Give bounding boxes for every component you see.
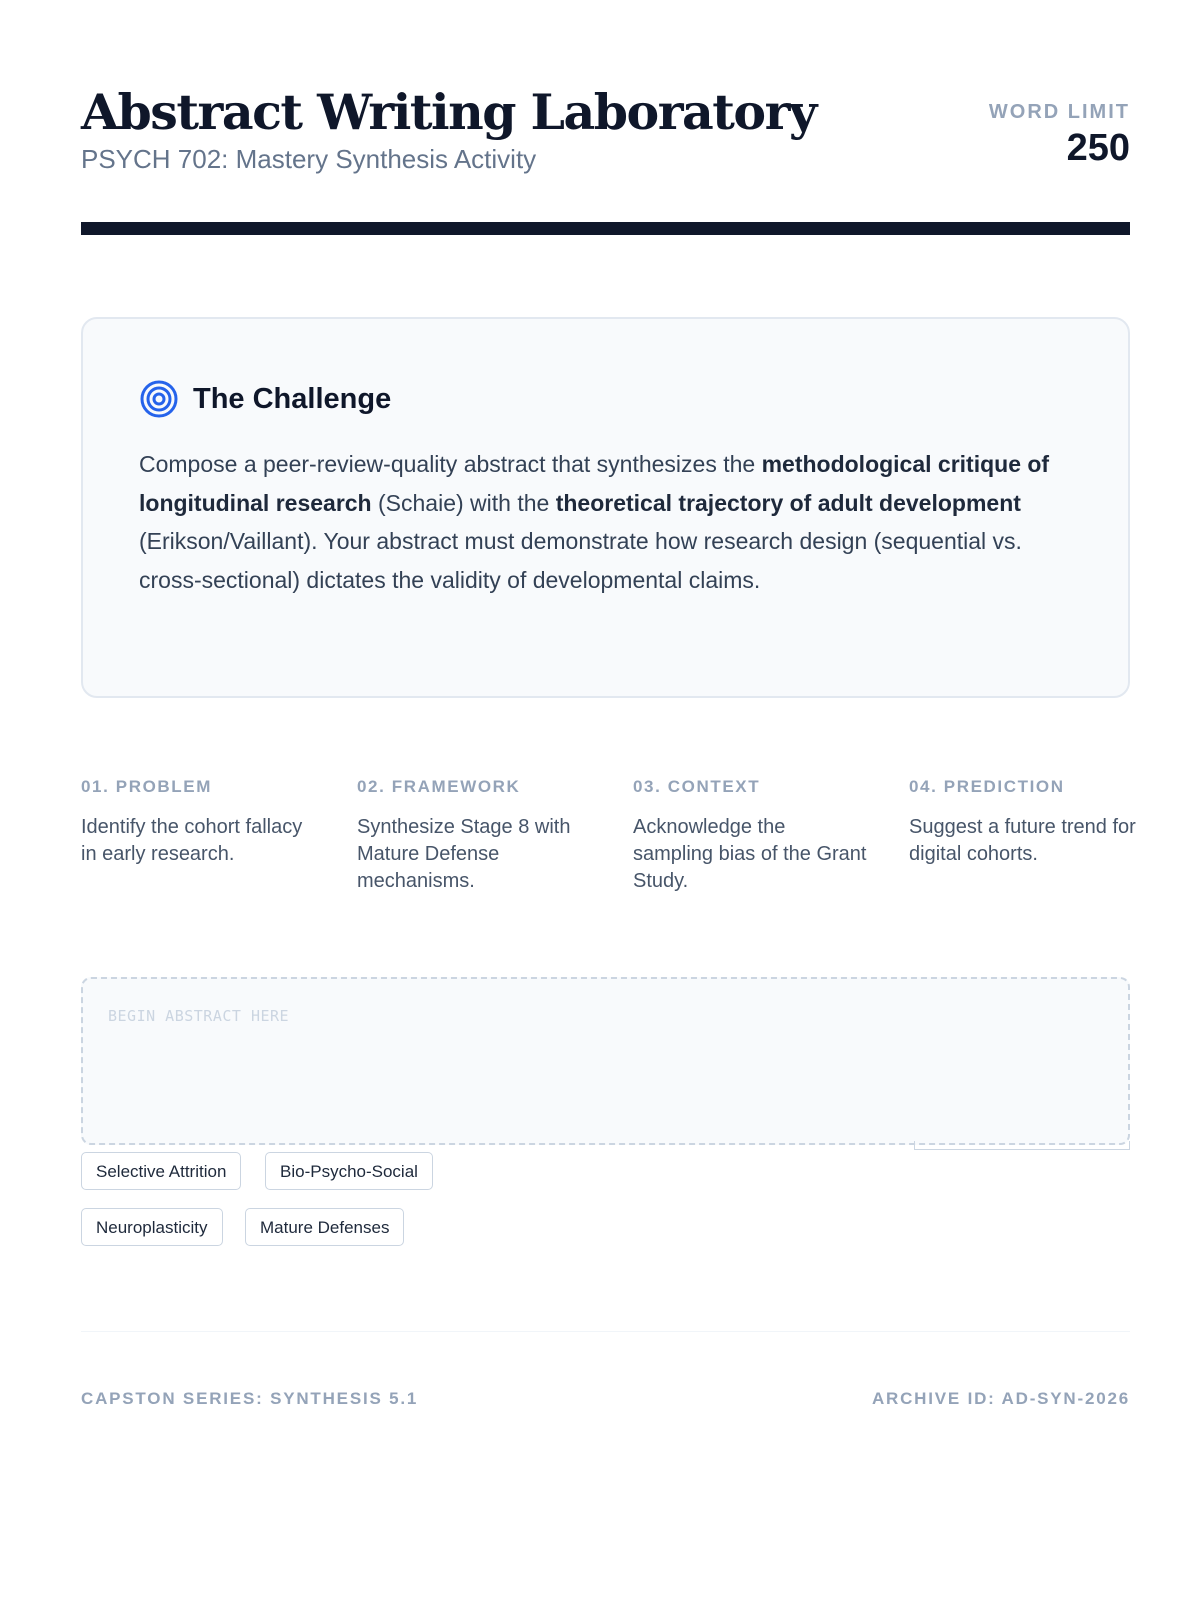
challenge-emphasis-2: theoretical trajectory of adult development xyxy=(555,489,1021,516)
page-title: Abstract Writing Laboratory xyxy=(81,83,816,141)
step-label: 04. PREDICTION xyxy=(909,777,1065,796)
page-header xyxy=(81,82,1130,182)
footer-divider xyxy=(81,1331,1130,1332)
series-label: CAPSTON SERIES: SYNTHESIS 5.1 xyxy=(81,1389,419,1408)
abstract-editor[interactable] xyxy=(81,977,1130,1145)
word-limit-value: 250 xyxy=(1066,127,1130,169)
step-label: 02. FRAMEWORK xyxy=(357,777,521,796)
step-context xyxy=(633,776,868,895)
step-text: Suggest a future trend for digital cohorts. xyxy=(909,816,1136,865)
steps-row xyxy=(81,776,1136,906)
step-text: Synthesize Stage 8 with Mature Defense mechanisms. xyxy=(357,816,571,892)
word-limit-label: WORD LIMIT xyxy=(988,101,1130,123)
page-subtitle: PSYCH 702: Mastery Synthesis Activity xyxy=(81,144,537,174)
challenge-text-1: Compose a peer-review-quality abstract that synthesizes the xyxy=(139,451,762,477)
tag-mature-defenses[interactable]: Mature Defenses xyxy=(245,1208,404,1246)
step-text: Acknowledge the sampling bias of the Grant Study. xyxy=(633,816,867,892)
step-text: Identify the cohort fallacy in early research. xyxy=(81,816,303,865)
abstract-resize-handle[interactable] xyxy=(914,1141,1130,1150)
header-divider xyxy=(81,222,1130,235)
challenge-text-3: (Erikson/Vaillant). Your abstract must demonstrate how research design (sequential vs. cross-sectional) dictates the validity of developmental claims. xyxy=(139,528,1022,593)
step-label: 03. CONTEXT xyxy=(633,777,761,796)
worksheet-page xyxy=(81,0,1136,1600)
tag-bio-psycho-social[interactable]: Bio-Psycho-Social xyxy=(265,1152,433,1190)
target-icon xyxy=(139,379,179,419)
word-limit xyxy=(989,100,1130,170)
challenge-title: The Challenge xyxy=(193,383,392,415)
tag-neuroplasticity[interactable]: Neuroplasticity xyxy=(81,1208,223,1246)
archive-id: ARCHIVE ID: AD-SYN-2026 xyxy=(871,1389,1130,1408)
challenge-card xyxy=(81,317,1130,698)
challenge-header xyxy=(139,379,391,419)
challenge-text-2: (Schaie) with the xyxy=(371,489,556,516)
tag-selective-attrition[interactable]: Selective Attrition xyxy=(81,1152,241,1190)
challenge-description xyxy=(139,445,1069,599)
step-label: 01. PROBLEM xyxy=(81,777,212,796)
step-framework xyxy=(357,776,592,895)
step-prediction xyxy=(909,776,1144,868)
abstract-input[interactable] xyxy=(108,1007,1098,1025)
step-problem xyxy=(81,776,316,868)
challenge-emphasis-1: methodological critique of longitudinal research xyxy=(139,451,1050,516)
